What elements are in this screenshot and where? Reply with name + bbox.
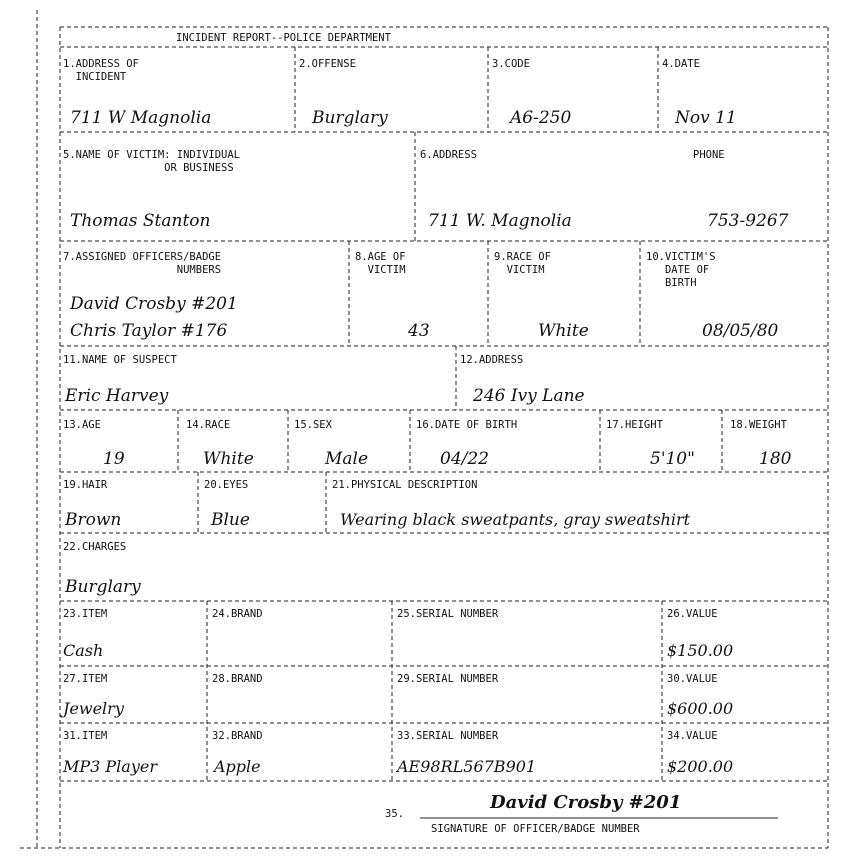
- suspect-address-label: 12.ADDRESS: [460, 354, 524, 366]
- height-label: 17.HEIGHT: [606, 419, 663, 431]
- hair-label: 19.HAIR: [63, 479, 108, 491]
- offense-label: 2.OFFENSE: [299, 58, 356, 70]
- eyes-value: Blue: [211, 510, 250, 530]
- victim-race-label: 9.RACE OF VICTIM: [494, 251, 551, 276]
- phone-label: PHONE: [693, 149, 725, 161]
- value-label: 26.VALUE: [667, 608, 718, 620]
- weight-value: 180: [759, 449, 792, 469]
- item-label: 23.ITEM: [63, 608, 108, 620]
- item-label: 27.ITEM: [63, 673, 108, 685]
- value-amount: $600.00: [667, 699, 734, 718]
- charges-label: 22.CHARGES: [63, 541, 127, 553]
- signature-number: 35.: [385, 808, 404, 820]
- value-amount: $150.00: [667, 641, 734, 660]
- hair-value: Brown: [65, 510, 122, 530]
- date-value: Nov 11: [675, 108, 737, 128]
- height-value: 5'10": [650, 449, 695, 469]
- sex-value: Male: [325, 449, 369, 469]
- victim-address-value: 711 W. Magnolia: [428, 211, 572, 231]
- officer-signature: David Crosby #201: [490, 792, 682, 813]
- item-value: MP3 Player: [63, 757, 157, 776]
- offense-value: Burglary: [312, 108, 388, 128]
- brand-label: 28.BRAND: [212, 673, 263, 685]
- eyes-label: 20.EYES: [204, 479, 249, 491]
- charges-value: Burglary: [65, 577, 141, 597]
- item-value: Cash: [63, 641, 104, 660]
- victim-age-label: 8.AGE OF VICTIM: [355, 251, 406, 276]
- suspect-name-label: 11.NAME OF SUSPECT: [63, 354, 177, 366]
- age-value: 19: [103, 449, 125, 469]
- victim-dob-label: 10.VICTIM'S DATE OF BIRTH: [646, 251, 716, 289]
- race-value: White: [203, 449, 254, 469]
- serial-label: 25.SERIAL NUMBER: [397, 608, 499, 620]
- assigned-officers-value-line1: David Crosby #201: [70, 294, 238, 314]
- assigned-officers-value-line2: Chris Taylor #176: [70, 321, 228, 341]
- phone-value: 753-9267: [707, 211, 789, 231]
- victim-name-label: 5.NAME OF VICTIM: INDIVIDUAL OR BUSINESS: [63, 149, 241, 174]
- victim-age-value: 43: [408, 321, 430, 341]
- physical-description-value: Wearing black sweatpants, gray sweatshirt: [340, 510, 691, 529]
- value-amount: $200.00: [667, 757, 734, 776]
- sex-label: 15.SEX: [294, 419, 332, 431]
- signature-caption: SIGNATURE OF OFFICER/BADGE NUMBER: [431, 823, 640, 835]
- weight-label: 18.WEIGHT: [730, 419, 787, 431]
- dob-label: 16.DATE OF BIRTH: [416, 419, 518, 431]
- age-label: 13.AGE: [63, 419, 101, 431]
- victim-name-value: Thomas Stanton: [70, 211, 211, 231]
- value-label: 30.VALUE: [667, 673, 718, 685]
- address-of-incident-value: 711 W Magnolia: [70, 108, 212, 128]
- suspect-address-value: 246 Ivy Lane: [473, 386, 585, 406]
- address-of-incident-label: 1.ADDRESS OF INCIDENT: [63, 58, 139, 83]
- serial-value: AE98RL567B901: [397, 757, 537, 776]
- code-value: A6-250: [510, 108, 572, 128]
- race-label: 14.RACE: [186, 419, 231, 431]
- date-label: 4.DATE: [662, 58, 700, 70]
- assigned-officers-label: 7.ASSIGNED OFFICERS/BADGE NUMBERS: [63, 251, 222, 276]
- code-label: 3.CODE: [492, 58, 530, 70]
- value-label: 34.VALUE: [667, 730, 718, 742]
- suspect-name-value: Eric Harvey: [65, 386, 169, 406]
- physical-description-label: 21.PHYSICAL DESCRIPTION: [332, 479, 478, 491]
- dob-value: 04/22: [440, 449, 489, 469]
- item-value: Jewelry: [63, 699, 124, 718]
- serial-label: 33.SERIAL NUMBER: [397, 730, 499, 742]
- victim-dob-value: 08/05/80: [702, 321, 779, 341]
- brand-value: Apple: [214, 757, 261, 776]
- item-label: 31.ITEM: [63, 730, 108, 742]
- victim-race-value: White: [538, 321, 589, 341]
- victim-address-label: 6.ADDRESS: [420, 149, 477, 161]
- serial-label: 29.SERIAL NUMBER: [397, 673, 499, 685]
- form-title: INCIDENT REPORT--POLICE DEPARTMENT: [176, 32, 391, 44]
- brand-label: 24.BRAND: [212, 608, 263, 620]
- brand-label: 32.BRAND: [212, 730, 263, 742]
